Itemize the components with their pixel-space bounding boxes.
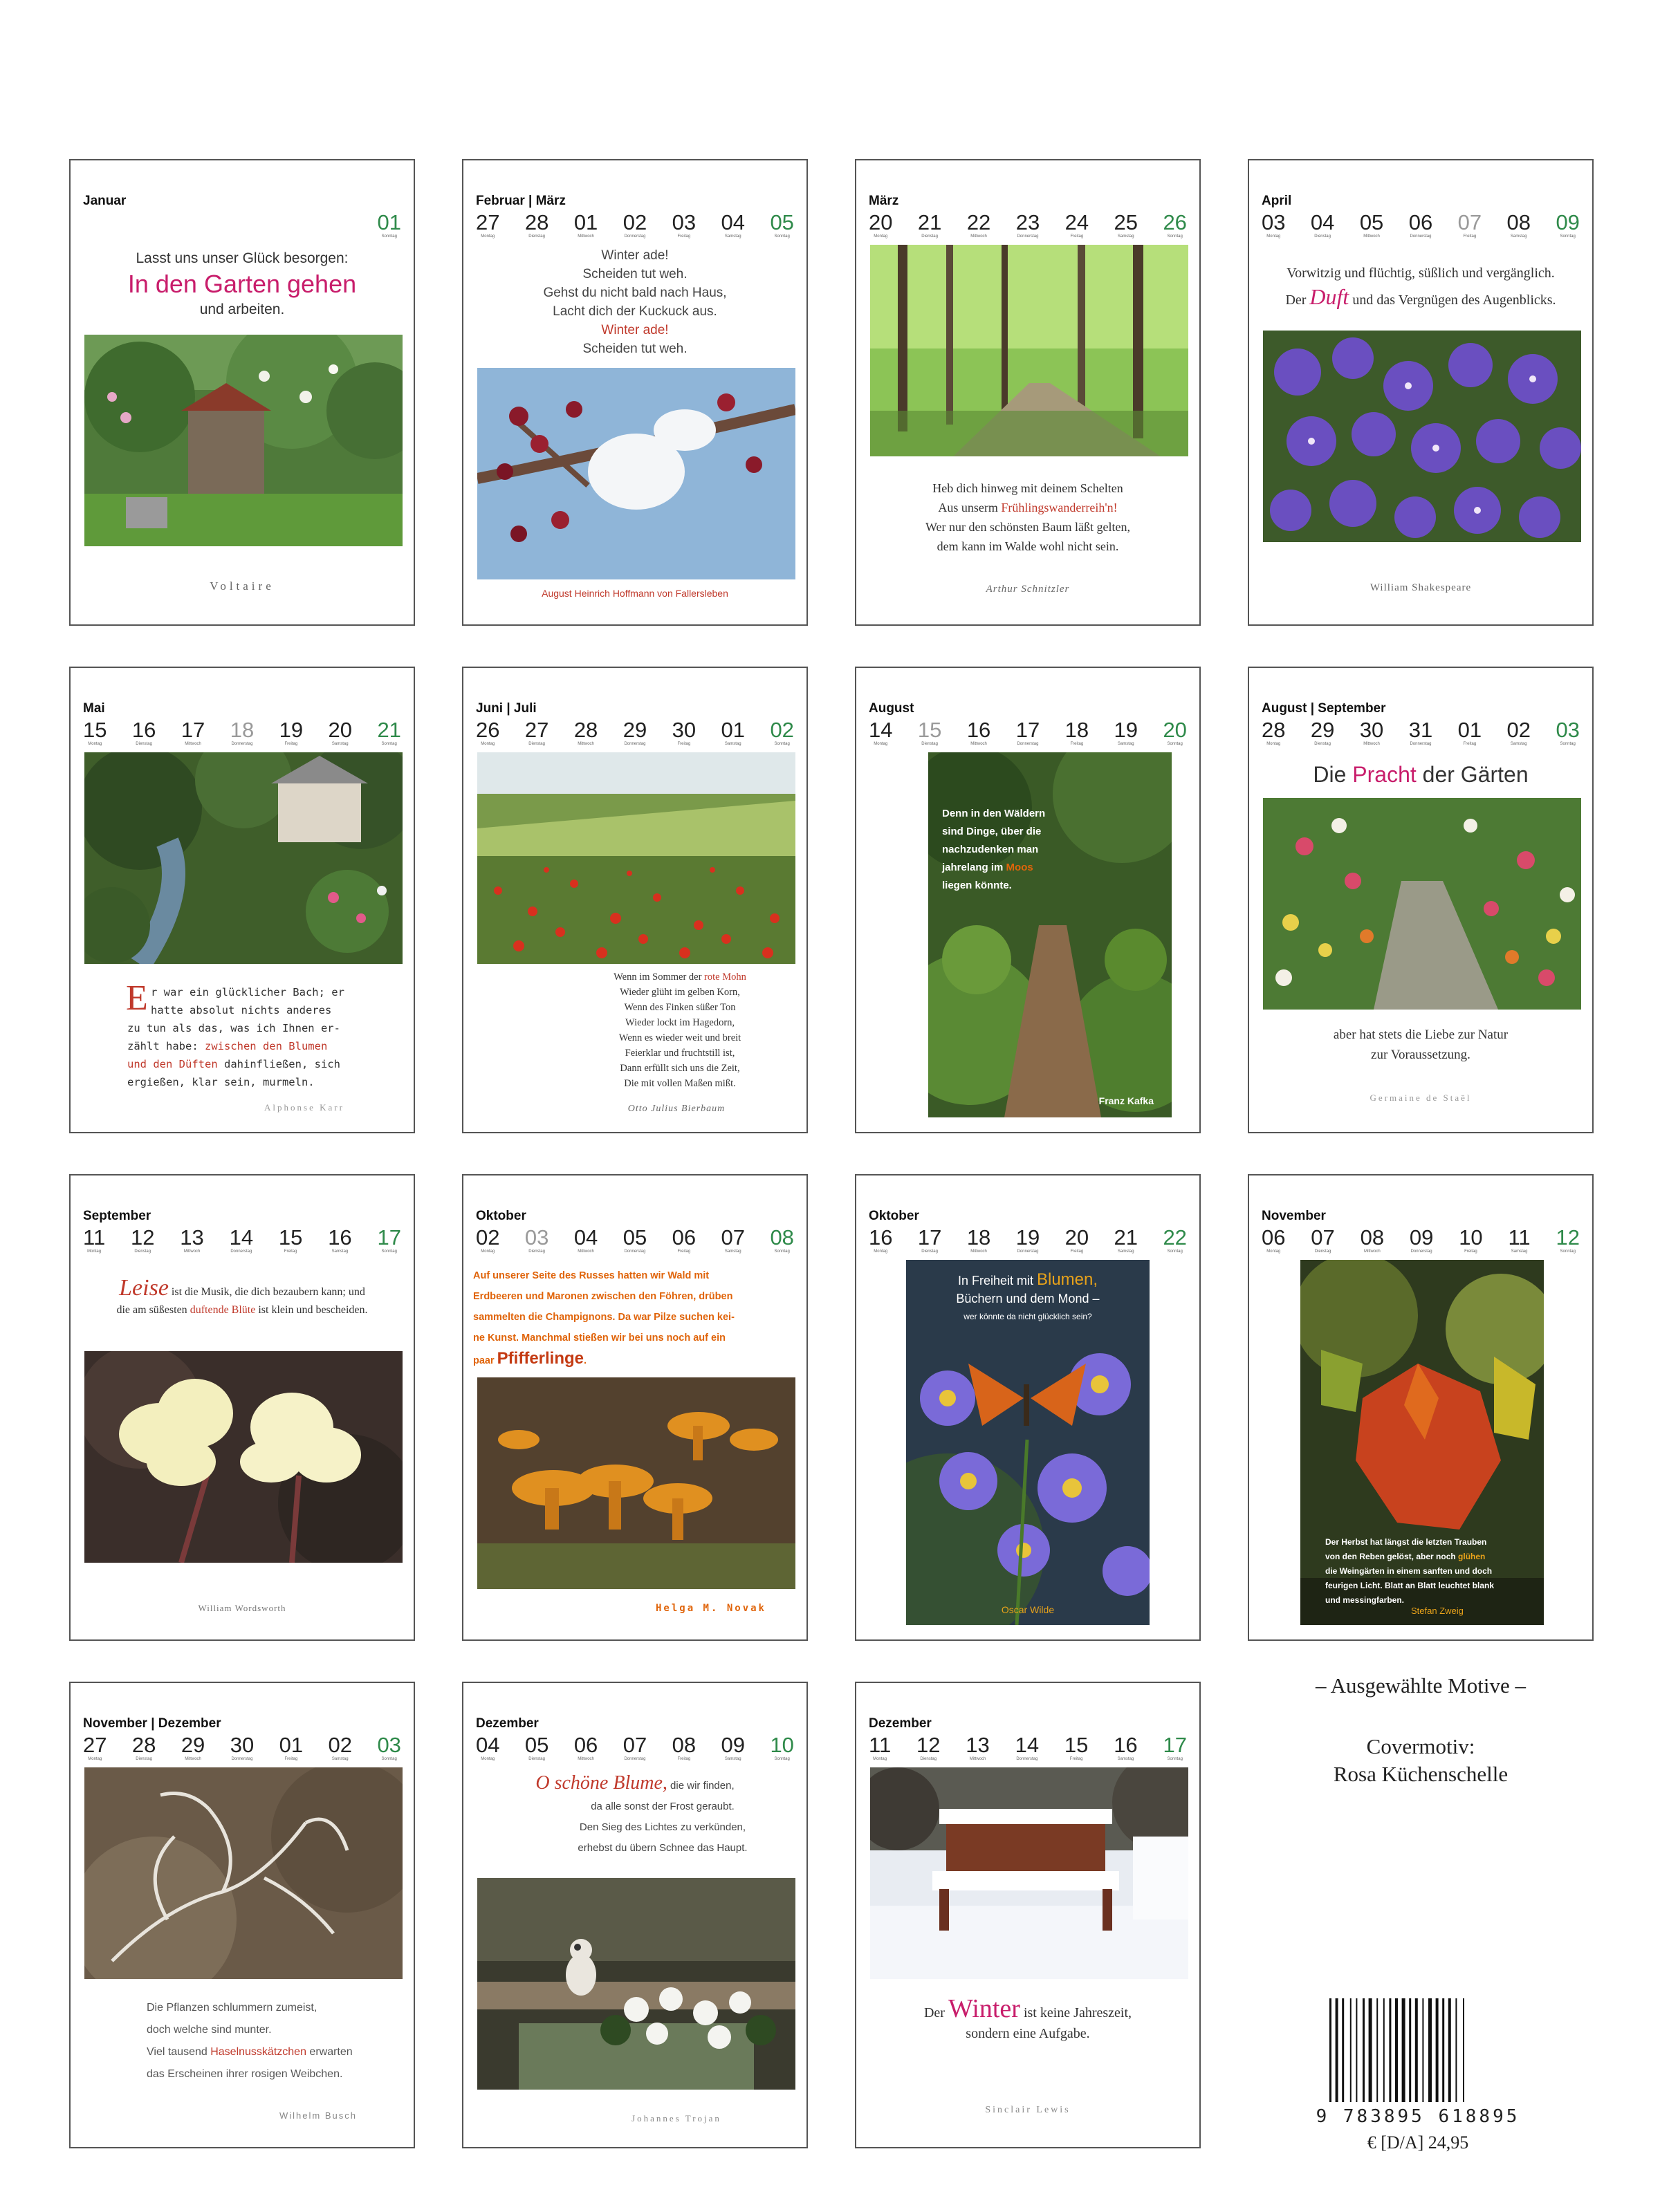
card-days: 28 Montag 29 Dienstag 30 Mittwoch 31 Donnerstag 01 Freitag 02 Samstag 03 Sonntag — [1262, 718, 1580, 746]
poppy-field-photo — [477, 752, 795, 964]
card-month: April — [1262, 194, 1292, 208]
card-days: 15 Montag 16 Dienstag 17 Mittwoch 18 Donnerstag 19 Freitag 20 Samstag 21 Sonntag — [83, 718, 401, 746]
card-month: August — [869, 701, 914, 716]
barcode-icon — [1329, 1998, 1523, 2116]
card-author: Germaine de Staël — [1370, 1093, 1472, 1103]
card-author: August Heinrich Hoffmann von Fallersleben — [542, 588, 728, 599]
selected-motifs-heading: – Ausgewählte Motive – — [1316, 1673, 1526, 1698]
card-author: Wilhelm Busch — [279, 2110, 357, 2121]
card-month: März — [869, 194, 899, 208]
card-month: Februar | März — [476, 194, 566, 208]
card-month: September — [83, 1209, 151, 1223]
snowy-bench-photo — [870, 1767, 1188, 1979]
card-month: Oktober — [869, 1209, 919, 1223]
card-author: William Shakespeare — [1370, 582, 1472, 593]
card-days: 20 Montag 21 Dienstag 22 Mittwoch 23 Donnerstag 24 Freitag 25 Samstag 26 Sonntag — [869, 210, 1187, 239]
card-month: November — [1262, 1209, 1326, 1223]
violets-photo — [1263, 331, 1581, 542]
garden-flowers-photo — [1263, 798, 1581, 1010]
card-quote: Wenn im Sommer der rote Mohn Wieder glüht im gelben Korn, Wenn des Finken süßer Ton Wieder lockt im Hagedorn, Wenn es wieder weit und breit Feierklar und fruchtstill ist, Dann erfüllt sich uns die Zeit, Die mit vollen Maßen mißt. — [614, 972, 746, 1089]
card-headline: Die Pracht der Gärten — [1313, 762, 1529, 787]
cat-christmas-roses-photo — [477, 1878, 795, 2090]
card-days — [83, 212, 401, 239]
card-quote: Der Winter ist keine Jahreszeit, sondern eine Aufgabe. — [923, 1994, 1132, 2041]
card-author: Sinclair Lewis — [985, 2105, 1071, 2115]
brook-garden-photo — [84, 752, 403, 964]
card-quote: O schöne Blume, die wir finden, da alle sonst der Frost geraubt. Den Sieg des Lichtes zu verkünden, erhebst du übern Schnee das Haupt. — [535, 1772, 748, 1854]
card-days: 11 Montag 12 Dienstag 13 Mittwoch 14 Donnerstag 15 Freitag 16 Samstag 17 Sonntag — [83, 1225, 401, 1254]
card-month: Oktober — [476, 1209, 526, 1223]
card-author: Franz Kafka — [1098, 1095, 1154, 1106]
calendar-card-august — [855, 667, 1201, 1133]
card-quote: Leise ist die Musik, die dich bezaubern kann; und die am süßesten duftende Blüte ist klein und bescheiden. — [116, 1275, 368, 1316]
card-days: 16 Montag 17 Dienstag 18 Mittwoch 19 Donnerstag 20 Freitag 21 Samstag 22 Sonntag — [869, 1225, 1187, 1254]
card-month: Januar — [83, 194, 127, 208]
chanterelles-photo — [477, 1377, 795, 1589]
card-days: 04 Montag 05 Dienstag 06 Mittwoch 07 Donnerstag 08 Freitag 09 Samstag 10 Sonntag — [476, 1733, 794, 1761]
card-author: Johannes Trojan — [631, 2113, 721, 2123]
calendar-card-dezember-2 — [855, 1682, 1201, 2148]
card-month: Dezember — [476, 1716, 539, 1731]
card-quote: Auf unserer Seite des Russes hatten wir Wald mit Erdbeeren und Maronen zwischen den Föhren, drüben sammelten die Champignons. Da war Pilze suchen kei- ne Kunst. Manchmal stießen wir bei uns noch auf ein paar Pfifferlinge. — [473, 1270, 735, 1368]
calendar-card-november — [1248, 1174, 1594, 1641]
card-days: 06 Montag 07 Dienstag 08 Mittwoch 09 Donnerstag 10 Freitag 11 Samstag 12 Sonntag — [1262, 1225, 1580, 1254]
calendar-card-august-september — [1248, 667, 1594, 1133]
card-author: Otto Julius Bierbaum — [627, 1104, 726, 1114]
calendar-card-februar-maerz — [462, 159, 808, 626]
card-quote: aber hat stets die Liebe zur Natur zur Voraussetzung. — [1333, 1028, 1509, 1062]
card-quote: Lasst uns unser Glück besorgen: In den Garten gehen und arbeiten. — [127, 250, 357, 317]
card-author: Arthur Schnitzler — [986, 584, 1070, 595]
card-days: 27 Montag 28 Dienstag 29 Mittwoch 30 Donnerstag 01 Freitag 02 Samstag 03 Sonntag — [83, 1733, 401, 1761]
price: € [D/A] 24,95 — [1367, 2132, 1469, 2153]
calendar-card-november-dezember — [69, 1682, 415, 2148]
card-quote: In Freiheit mit Blumen, Büchern und dem Mond – wer könnte da nicht glücklich sein? — [956, 1270, 1100, 1321]
calendar-card-oktober-1 — [462, 1174, 808, 1641]
calendar-card-september — [69, 1174, 415, 1641]
card-author: Oscar Wilde — [1001, 1604, 1055, 1615]
garden-shed-photo — [84, 335, 403, 546]
calendar-card-maerz — [855, 159, 1201, 626]
card-days: 26 Montag 27 Dienstag 28 Mittwoch 29 Donnerstag 30 Freitag 01 Samstag 02 Sonntag — [476, 718, 794, 746]
card-days: 02 Montag 03 Dienstag 04 Mittwoch 05 Donnerstag 06 Freitag 07 Samstag 08 Sonntag — [476, 1225, 794, 1254]
cover-name: Rosa Küchenschelle — [1333, 1762, 1509, 1786]
calendar-card-juni-juli — [462, 667, 808, 1133]
calendar-card-dezember-1 — [462, 1682, 808, 2148]
calendar-card-oktober-2 — [855, 1174, 1201, 1641]
card-month: Juni | Juli — [476, 701, 537, 716]
calendar-card-april — [1248, 159, 1594, 626]
forest-path-photo — [870, 245, 1188, 456]
card-quote: Heb dich hinweg mit deinem Schelten Aus unserm Frühlingswanderreih'n! Wer nur den schönsten Baum läßt gelten, dem kann im Walde wohl nicht sein. — [925, 481, 1130, 553]
day: 01 Sonntag — [377, 210, 401, 239]
card-author: Helga M. Novak — [655, 1603, 766, 1614]
card-quote: Die Pflanzen schlummern zumeist, doch welche sind munter. Viel tausend Haselnusskätzchen erwarten das Erscheinen ihrer rosigen Weibchen. — [147, 2002, 353, 2080]
card-quote: Der Herbst hat längst die letzten Trauben von den Reben gelöst, aber noch glühen die Weingärten in einem sanften und doch feurigen Licht. Blatt an Blatt leuchtet blank und messingfarben. — [1325, 1537, 1495, 1605]
isbn-number: 9 783895 618895 — [1316, 2106, 1520, 2127]
card-month: Mai — [83, 701, 105, 716]
card-days: 14 Montag 15 Dienstag 16 Mittwoch 17 Donnerstag 18 Freitag 19 Samstag 20 Sonntag — [869, 718, 1187, 746]
card-quote: Vorwitzig und flüchtig, süßlich und vergänglich. Der Duft und das Vergnügen des Augenblicks. — [1285, 266, 1556, 309]
card-author: Stefan Zweig — [1411, 1606, 1464, 1616]
calendar-card-januar — [69, 159, 415, 626]
evening-primrose-photo — [84, 1351, 403, 1563]
card-quote: Winter ade! Scheiden tut weh. Gehst du nicht bald nach Haus, Lacht dich der Kuckuck aus. Winter ade! Scheiden tut weh. — [543, 248, 727, 356]
calendar-card-mai — [69, 667, 415, 1133]
cover-motif — [1248, 1733, 1594, 1788]
card-days: 03 Montag 04 Dienstag 05 Mittwoch 06 Donnerstag 07 Freitag 08 Samstag 09 Sonntag — [1262, 210, 1580, 239]
snowy-berries-photo — [477, 368, 795, 579]
card-month: Dezember — [869, 1716, 932, 1731]
hazel-branches-photo — [84, 1767, 403, 1979]
card-quote: E r war ein glücklicher Bach; er hatte absolut nichts anderes zu tun als das, was ich Ihnen er- zählt habe: zwischen den Blumen und den Düften dahinfließen, sich ergießen, klar sein, murmeln. — [126, 978, 344, 1088]
card-author: Alphonse Karr — [264, 1102, 344, 1113]
card-month: November | Dezember — [83, 1716, 221, 1731]
card-author: Voltaire — [210, 579, 275, 593]
card-author: William Wordsworth — [198, 1603, 286, 1613]
card-month: August | September — [1262, 701, 1386, 716]
card-days: 27 Montag 28 Dienstag 01 Mittwoch 02 Donnerstag 03 Freitag 04 Samstag 05 Sonntag — [476, 210, 794, 239]
card-quote: Denn in den Wäldern sind Dinge, über die nachzudenken man jahrelang im Moos liegen könnte. — [942, 808, 1046, 891]
card-days: 11 Montag 12 Dienstag 13 Mittwoch 14 Donnerstag 15 Freitag 16 Samstag 17 Sonntag — [869, 1733, 1187, 1761]
cover-label: Covermotiv: — [1366, 1734, 1475, 1758]
